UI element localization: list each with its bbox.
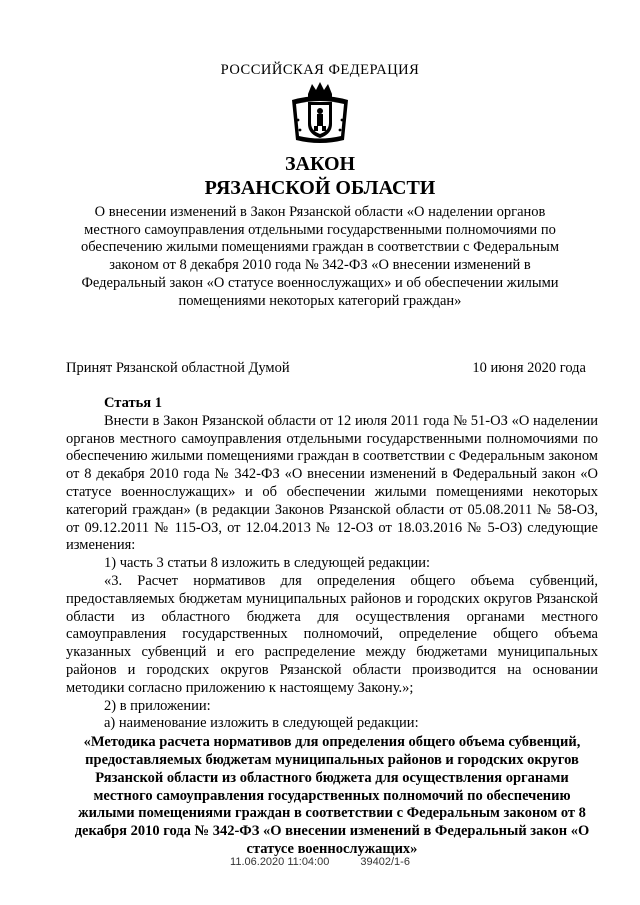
article-item-2a: а) наименование изложить в следующей редакции: (104, 715, 419, 732)
adopted-by: Принят Рязанской областной Думой (66, 360, 290, 376)
article-title: Статья 1 (104, 395, 162, 411)
adoption-date: 10 июня 2020 года (472, 360, 586, 376)
law-title-line1: ЗАКОН (284, 153, 356, 175)
article-body (66, 395, 598, 859)
document-footer (0, 856, 640, 868)
article-quote-part3: «3. Расчет нормативов для определения общего объема субвенций, предоставляемых бюджетам муниципальных районов и городских округов Рязанской области из областного бюджета для осуществления органами местного самоуправления государственных полномочий, определение общего объема указанных субвенций и его распределение между бюджетами муниципальных районов и городских округов Рязанской области производится на основании методики согласно приложению к настоящему Закону.»; (66, 572, 598, 696)
country-header: РОССИЙСКАЯ ФЕДЕРАЦИЯ (220, 62, 420, 78)
article-item-1: 1) часть 3 статьи 8 изложить в следующей редакции: (104, 555, 430, 572)
article-intro: Внести в Закон Рязанской области от 12 июля 2011 года № 51-ОЗ «О наделении органов местного самоуправления отдельными государственными полномочиями по обеспечению жилыми помещениями граждан в соответствии с Федеральным законом от 8 декабря 2010 года № 342-ФЗ «О внесении изменений в Федеральный закон «О статусе военнослужащих» и об обеспечении жилыми помещениями некоторых категорий граждан» (в редакции Законов Рязанской области от 05.08.2011 № 58-ОЗ, от 09.12.2011 № 115-ОЗ, от 12.04.2013 № 12-ОЗ от 18.03.2016 № 5-ОЗ) следующие изменения: (66, 412, 598, 554)
methodology-title-quote: «Методика расчета нормативов для определения общего объема субвенций, предоставляемых бюджетам муниципальных районов и городских округов Рязанской области из областного бюджета для осуществления органами местного самоуправления государственных полномочий по обеспечению жилыми помещениями граждан в соответствии с Федеральным законом от 8 декабря 2010 года № 342-ФЗ «О внесении изменений в Федеральный закон «О статусе военнослужащих» (74, 734, 590, 857)
ryazan-coat-of-arms-icon (286, 80, 354, 148)
article-item-2: 2) в приложении: (104, 697, 211, 714)
footer-timestamp: 11.06.2020 11:04:00 (230, 856, 330, 868)
law-title (0, 152, 640, 200)
law-title-line2: РЯЗАНСКОЙ ОБЛАСТИ (204, 177, 436, 199)
adoption-line (66, 360, 586, 377)
footer-doc-id: 39402/1-6 (360, 856, 410, 868)
law-subject: О внесении изменений в Закон Рязанской области «О наделении органов местного самоуправления отдельными государственными полномочиями по обеспечению жилыми помещениями граждан в соответствии с Федеральным законом от 8 декабря 2010 года № 342-ФЗ «О внесении изменений в Федеральный закон «О статусе военнослужащих» и об обеспечении жилыми помещениями некоторых категорий граждан» (80, 204, 559, 309)
